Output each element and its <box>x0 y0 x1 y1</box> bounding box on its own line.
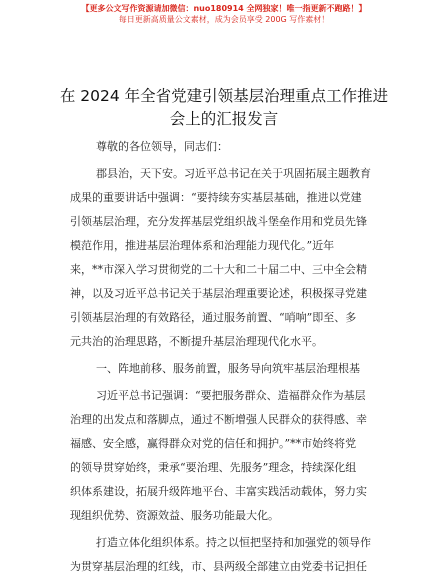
body-line: 来，**市深入学习贯彻党的二十大和二十届二中、三中全会精 <box>70 263 367 276</box>
body-line: 模范作用，推进基层治理体系和治理能力现代化。”近年 <box>70 239 335 252</box>
body-line: 现组织优势、资源效益、服务功能最大化。 <box>70 509 279 522</box>
body-line: 福感、安全感，赢得群众对党的信任和拥护。”**市始终将党 <box>70 437 357 450</box>
body-line: 打造立体化组织体系。持之以恒把坚持和加强党的领导作 <box>96 536 371 549</box>
body-line: 织体系建设，拓展升级阵地平台、丰富实践活动载体，努力实 <box>70 485 367 498</box>
document-title-line-1: 在 2024 年全省党建引领基层治理重点工作推进 <box>59 87 389 105</box>
body-line: 引领基层治理的有效路径，通过服务前置、“哨响”即至、多 <box>70 311 357 324</box>
promo-banner-line-2: 每日更新高质量公文素材，成为会员享受 200G 写作素材！ <box>118 15 330 24</box>
body-line: 成果的重要讲话中强调：“要持续夯实基层基础，推进以党建 <box>70 191 362 204</box>
body-line: 元共治的治理思路，不断提升基层治理现代化水平。 <box>70 335 323 348</box>
promo-banner-line-1: 【更多公文写作资源请加微信：nuo180914 全网独家！唯一指更新不跑路！】 <box>81 4 367 13</box>
body-line: 神，以及习近平总书记关于基层治理重要论述，积极探寻党建 <box>70 287 367 300</box>
section-heading: 一、阵地前移、服务前置，服务导向筑牢基层治理根基 <box>96 362 360 375</box>
document-title-line-2: 会上的汇报发言 <box>169 110 279 128</box>
body-line: 治理的出发点和落脚点，通过不断增强人民群众的获得感、幸 <box>70 413 367 426</box>
body-line: 引领基层治理，充分发挥基层党组织战斗堡垒作用和党员先锋 <box>70 215 367 228</box>
body-line: 为贯穿基层治理的红线，市、县两级全部建立由党委书记担任 <box>70 560 367 573</box>
salutation: 尊敬的各位领导，同志们： <box>96 140 228 153</box>
body-line: 的领导贯穿始终，秉承“要治理、先服务”理念，持续深化组 <box>70 461 357 474</box>
body-line: 郡县治，天下安。习近平总书记在关于巩固拓展主题教育 <box>96 167 371 180</box>
body-line: 习近平总书记强调：“要把服务群众、造福群众作为基层 <box>96 389 366 402</box>
